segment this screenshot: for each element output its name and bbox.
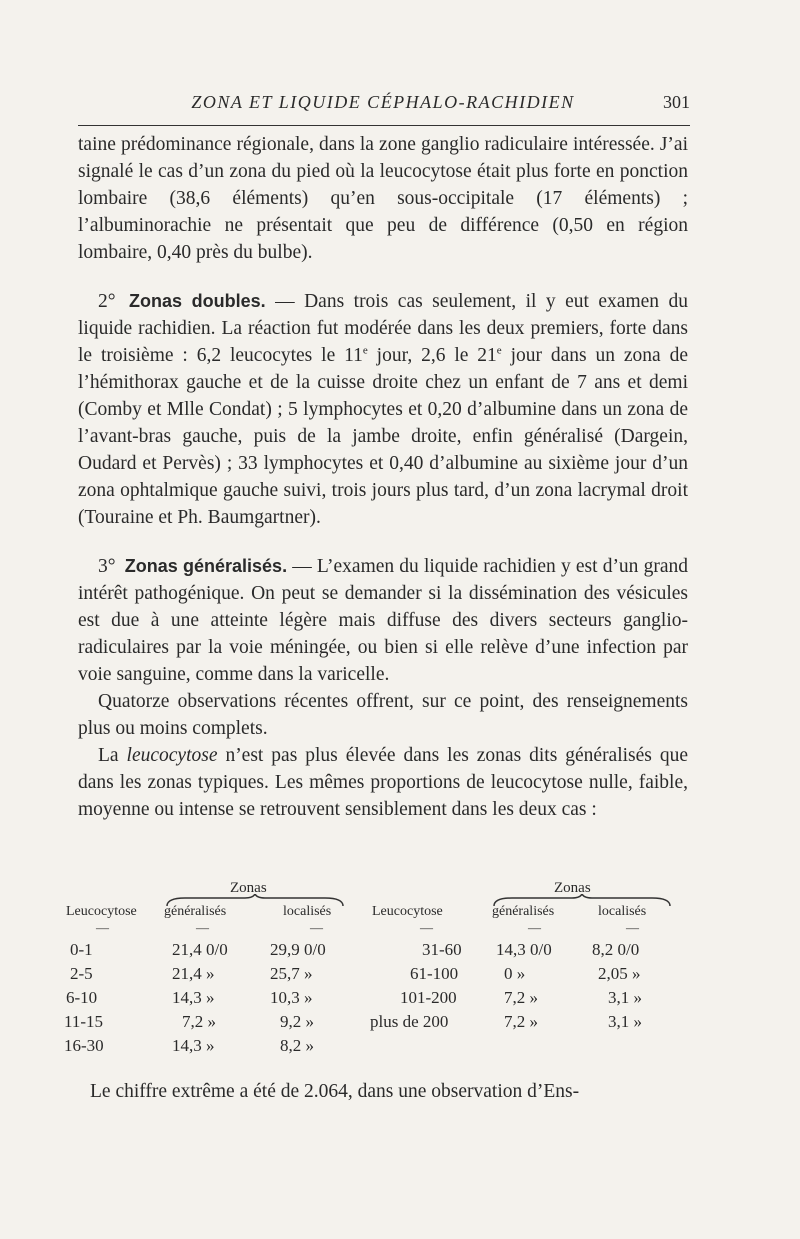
table-cell-localises: 3,1 » [608, 988, 642, 1007]
dash: — [310, 920, 323, 935]
paragraph-continuation: taine prédominance régionale, dans la zone ganglio radiculaire intéressée. J’ai signalé le cas d’un zona du pied où la leucocytose était plus forte en ponction lombaire (38,6 éléments) qu’en sous-occipitale (17 éléments) ; l’albuminorachie ne présentait que peu de différence (0,50 en région lombaire, 0,40 près du bulbe). [78, 134, 688, 263]
paragraph-text: n’est pas plus élevée dans les zonas dits généralisés que dans les zonas typiques. Les mêmes proportions de leucocytose nulle, faible, moyenne ou intense se retrouvent sensiblement dans les deux cas : [78, 745, 688, 820]
paragraph-zonas-doubles [78, 288, 688, 531]
col-head-leucocytose: Leucocytose [372, 904, 443, 919]
paragraph-last-line: Le chiffre extrême a été de 2.064, dans une observation d’Ens- [90, 1081, 580, 1102]
header-rule [78, 125, 690, 126]
paragraph-text: — L’examen du liquide rachidien y est d’un grand intérêt pathogénique. On peut se demander si la dissémination des vésicules est due à une atteinte légère mais diffuse des divers secteurs ganglio-radiculaires par la voie méningée, ou bien si elle relève d’une infection par voie sanguine, comme dans la varicelle. [78, 556, 688, 685]
paragraph-text: jour dans un zona de l’hémithorax gauche et de la cuisse droite chez un enfant de 7 ans et demi (Comby et Mlle Condat) ; 5 lymphocytes et 0,20 d’albumine dans un zona de l’avant-bras gauche, puis de la jambe droite, enfin généralisé (Dargein, Oudard et Pervès) ; 33 lymphocytes et 0,40 d’albumine au sixième jour d’un zona ophtalmique gauche suivi, trois jours plus tard, d’un zona lacrymal droit (Touraine et Ph. Baumgartner). [78, 345, 688, 528]
table-cell-generalises: 21,4 » [172, 964, 215, 983]
table-cell-localises: 29,9 0/0 [270, 940, 326, 959]
dash: — [626, 920, 639, 935]
leucocytosis-table [60, 880, 700, 1060]
table-cell-range: 61-100 [410, 964, 459, 983]
table-cell-range: 101-200 [400, 988, 457, 1007]
table-cell-localises: 8,2 » [280, 1036, 314, 1055]
dash: — [528, 920, 541, 935]
emphasis-leucocytose: leucocytose [126, 745, 218, 766]
section-number: 2° [98, 291, 116, 312]
paragraph-text: jour, 2,6 le 21 [367, 345, 497, 366]
table-cell-localises: 3,1 » [608, 1012, 642, 1031]
superscript: e [496, 344, 502, 357]
table-cell-localises: 2,05 » [598, 964, 641, 983]
section-number: 3° [98, 556, 116, 577]
table-cell-range: 0-1 [70, 940, 93, 959]
table-cell-generalises: 14,3 » [172, 988, 215, 1007]
table-cell-localises: 8,2 0/0 [592, 940, 640, 959]
page-number: 301 [663, 92, 690, 112]
paragraph-text: — Dans trois cas seulement, il y eut examen du liquide rachidien. La réaction fut modérée dans les deux premiers, forte dans le troisième : 6,2 leucocytes le 11 [78, 291, 688, 366]
dash: — [96, 920, 109, 935]
table-cell-localises: 9,2 » [280, 1012, 314, 1031]
paragraph-text: La [98, 745, 127, 766]
superscript: e [362, 344, 368, 357]
table-cell-range: 16-30 [64, 1036, 104, 1055]
table-cell-generalises: 14,3 0/0 [496, 940, 552, 959]
section-title-zonas-doubles: Zonas doubles. [129, 291, 266, 311]
dash: — [420, 920, 433, 935]
section-title-zonas-generalises: Zonas généralisés. [124, 556, 288, 576]
col-head-localises: localisés [283, 904, 332, 919]
table-cell-generalises: 14,3 » [172, 1036, 215, 1055]
col-head-leucocytose: Leucocytose [66, 904, 137, 919]
table-cell-localises: 10,3 » [270, 988, 313, 1007]
paragraph-zonas-generalises [78, 553, 688, 688]
group-label-zonas: Zonas [230, 880, 267, 896]
col-head-generalises: généralisés [492, 904, 555, 919]
paragraph-leucocytose [78, 742, 688, 823]
table-cell-generalises: 7,2 » [504, 988, 538, 1007]
group-label-zonas: Zonas [554, 880, 591, 896]
table-cell-generalises: 21,4 0/0 [172, 940, 228, 959]
table-cell-range: plus de 200 [370, 1012, 449, 1031]
paragraph-observations: Quatorze observations récentes offrent, sur ce point, des renseignements plus ou moins complets. [78, 691, 688, 739]
body-text [78, 131, 688, 823]
table-cell-generalises: 7,2 » [182, 1012, 216, 1031]
dash: — [196, 920, 209, 935]
table-cell-range: 11-15 [64, 1012, 104, 1031]
table-cell-range: 31-60 [422, 940, 462, 959]
table-cell-range: 2-5 [70, 964, 93, 983]
table-cell-generalises: 0 » [504, 964, 526, 983]
table-cell-range: 6-10 [66, 988, 98, 1007]
table-cell-localises: 25,7 » [270, 964, 313, 983]
table-cell-generalises: 7,2 » [504, 1012, 538, 1031]
col-head-generalises: généralisés [164, 904, 227, 919]
running-title: ZONA ET LIQUIDE CÉPHALO-RACHIDIEN [191, 92, 575, 112]
col-head-localises: localisés [598, 904, 647, 919]
